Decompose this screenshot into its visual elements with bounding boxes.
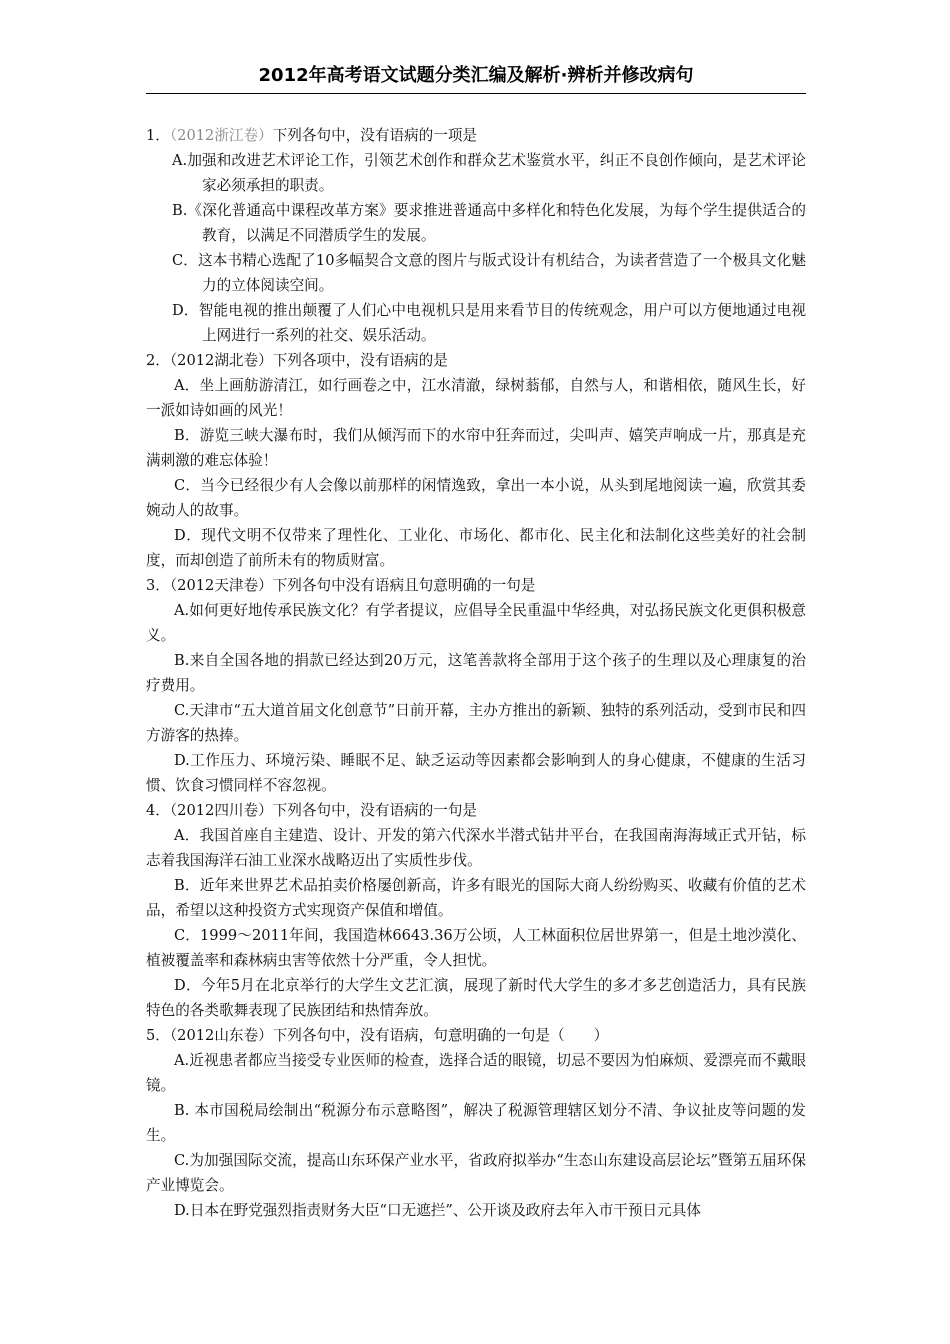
option-d: D.工作压力、环境污染、睡眠不足、缺乏运动等因素都会影响到人的身心健康，不健康的生活习惯、饮食习惯同样不容忽视。 bbox=[146, 752, 806, 794]
option-a: A.如何更好地传承民族文化？有学者提议，应倡导全民重温中华经典，对弘扬民族文化更俱积极意义。 bbox=[146, 602, 806, 644]
page-title: 2012年高考语文试题分类汇编及解析·辨析并修改病句 bbox=[258, 65, 694, 86]
option-c: C．1999～2011年间，我国造林6643.36万公顷，人工林面积位居世界第一，但是土地沙漠化、植被覆盖率和森林病虫害等依然十分严重，令人担忧。 bbox=[146, 927, 806, 969]
question-stem: 下列各句中没有语病且句意明确的一句是 bbox=[272, 577, 536, 594]
question-number: 2． bbox=[146, 352, 170, 369]
option-a: A.加强和改进艺术评论工作，引领艺术创作和群众艺术鉴赏水平，纠正不良创作倾向，是艺术评论家必须承担的职责。 bbox=[172, 152, 806, 194]
question-number: 4． bbox=[146, 802, 170, 819]
question-number: 5． bbox=[146, 1027, 170, 1044]
question-source: （2012浙江卷） bbox=[169, 127, 273, 144]
option-b: B. 本市国税局绘制出“税源分布示意略图”，解决了税源管理辖区划分不清、争议扯皮等问题的发生。 bbox=[146, 1102, 806, 1144]
question-3 bbox=[146, 573, 806, 598]
option-a: A．坐上画舫游清江，如行画卷之中，江水清澈，绿树蓊郁，自然与人，和谐相依，随风生长，好一派如诗如画的风光！ bbox=[146, 377, 806, 419]
question-1 bbox=[146, 123, 806, 148]
question-5 bbox=[146, 1023, 806, 1048]
option-b: B．近年来世界艺术品拍卖价格屡创新高，许多有眼光的国际大商人纷纷购买、收藏有价值的艺术品，希望以这种投资方式实现资产保值和增值。 bbox=[146, 877, 806, 919]
question-source: （2012四川卷） bbox=[169, 802, 273, 819]
option-c: C．这本书精心选配了10多幅契合文意的图片与版式设计有机结合，为读者营造了一个极具文化魅力的立体阅读空间。 bbox=[172, 252, 806, 294]
option-b: B．游览三峡大瀑布时，我们从倾泻而下的水帘中狂奔而过，尖叫声、嬉笑声响成一片，那真是充满刺激的难忘体验！ bbox=[146, 427, 806, 469]
question-stem: 下列各句中，没有语病的一句是 bbox=[272, 802, 478, 819]
question-2 bbox=[146, 348, 806, 373]
option-c: C.为加强国际交流，提高山东环保产业水平，省政府拟举办“生态山东建设高层论坛”暨第五届环保产业博览会。 bbox=[146, 1152, 806, 1194]
option-d: D．今年5月在北京举行的大学生文艺汇演，展现了新时代大学生的多才多艺创造活力，具有民族特色的各类歌舞表现了民族团结和热情奔放。 bbox=[146, 977, 806, 1019]
option-b: B.《深化普通高中课程改革方案》要求推进普通高中多样化和特色化发展，为每个学生提供适合的教育，以满足不同潜质学生的发展。 bbox=[172, 202, 806, 244]
question-source: （2012湖北卷） bbox=[169, 352, 273, 369]
option-b: B.来自全国各地的捐款已经达到20万元，这笔善款将全部用于这个孩子的生理以及心理康复的治疗费用。 bbox=[146, 652, 806, 694]
question-stem: 下列各句中，没有语病的一项是 bbox=[272, 127, 478, 144]
question-number: 3． bbox=[146, 577, 170, 594]
question-source: （2012山东卷） bbox=[169, 1027, 273, 1044]
option-a: A.近视患者都应当接受专业医师的检查，选择合适的眼镜，切忌不要因为怕麻烦、爱漂亮而不戴眼镜。 bbox=[146, 1052, 806, 1094]
question-list bbox=[146, 123, 806, 1223]
question-stem: 下列各项中，没有语病的是 bbox=[272, 352, 448, 369]
question-number: 1． bbox=[146, 127, 170, 144]
option-a: A．我国首座自主建造、设计、开发的第六代深水半潜式钻井平台，在我国南海海域正式开钻，标志着我国海洋石油工业深水战略迈出了实质性步伐。 bbox=[146, 827, 806, 869]
title-divider bbox=[146, 93, 806, 94]
option-c: C.天津市“五大道首届文化创意节”日前开幕，主办方推出的新颖、独特的系列活动，受到市民和四方游客的热捧。 bbox=[146, 702, 806, 744]
option-c: C．当今已经很少有人会像以前那样的闲情逸致，拿出一本小说，从头到尾地阅读一遍，欣赏其委婉动人的故事。 bbox=[146, 477, 806, 519]
option-d: D．现代文明不仅带来了理性化、工业化、市场化、都市化、民主化和法制化这些美好的社会制度，而却创造了前所未有的物质财富。 bbox=[146, 527, 806, 569]
option-d: D.日本在野党强烈指责财务大臣“口无遮拦”、公开谈及政府去年入市干预日元具体 bbox=[174, 1202, 701, 1219]
question-source: （2012天津卷） bbox=[169, 577, 273, 594]
option-d: D．智能电视的推出颠覆了人们心中电视机只是用来看节目的传统观念，用户可以方便地通过电视上网进行一系列的社交、娱乐活动。 bbox=[172, 302, 806, 344]
question-stem: 下列各句中，没有语病，句意明确的一句是（ ） bbox=[272, 1027, 609, 1044]
question-4 bbox=[146, 798, 806, 823]
